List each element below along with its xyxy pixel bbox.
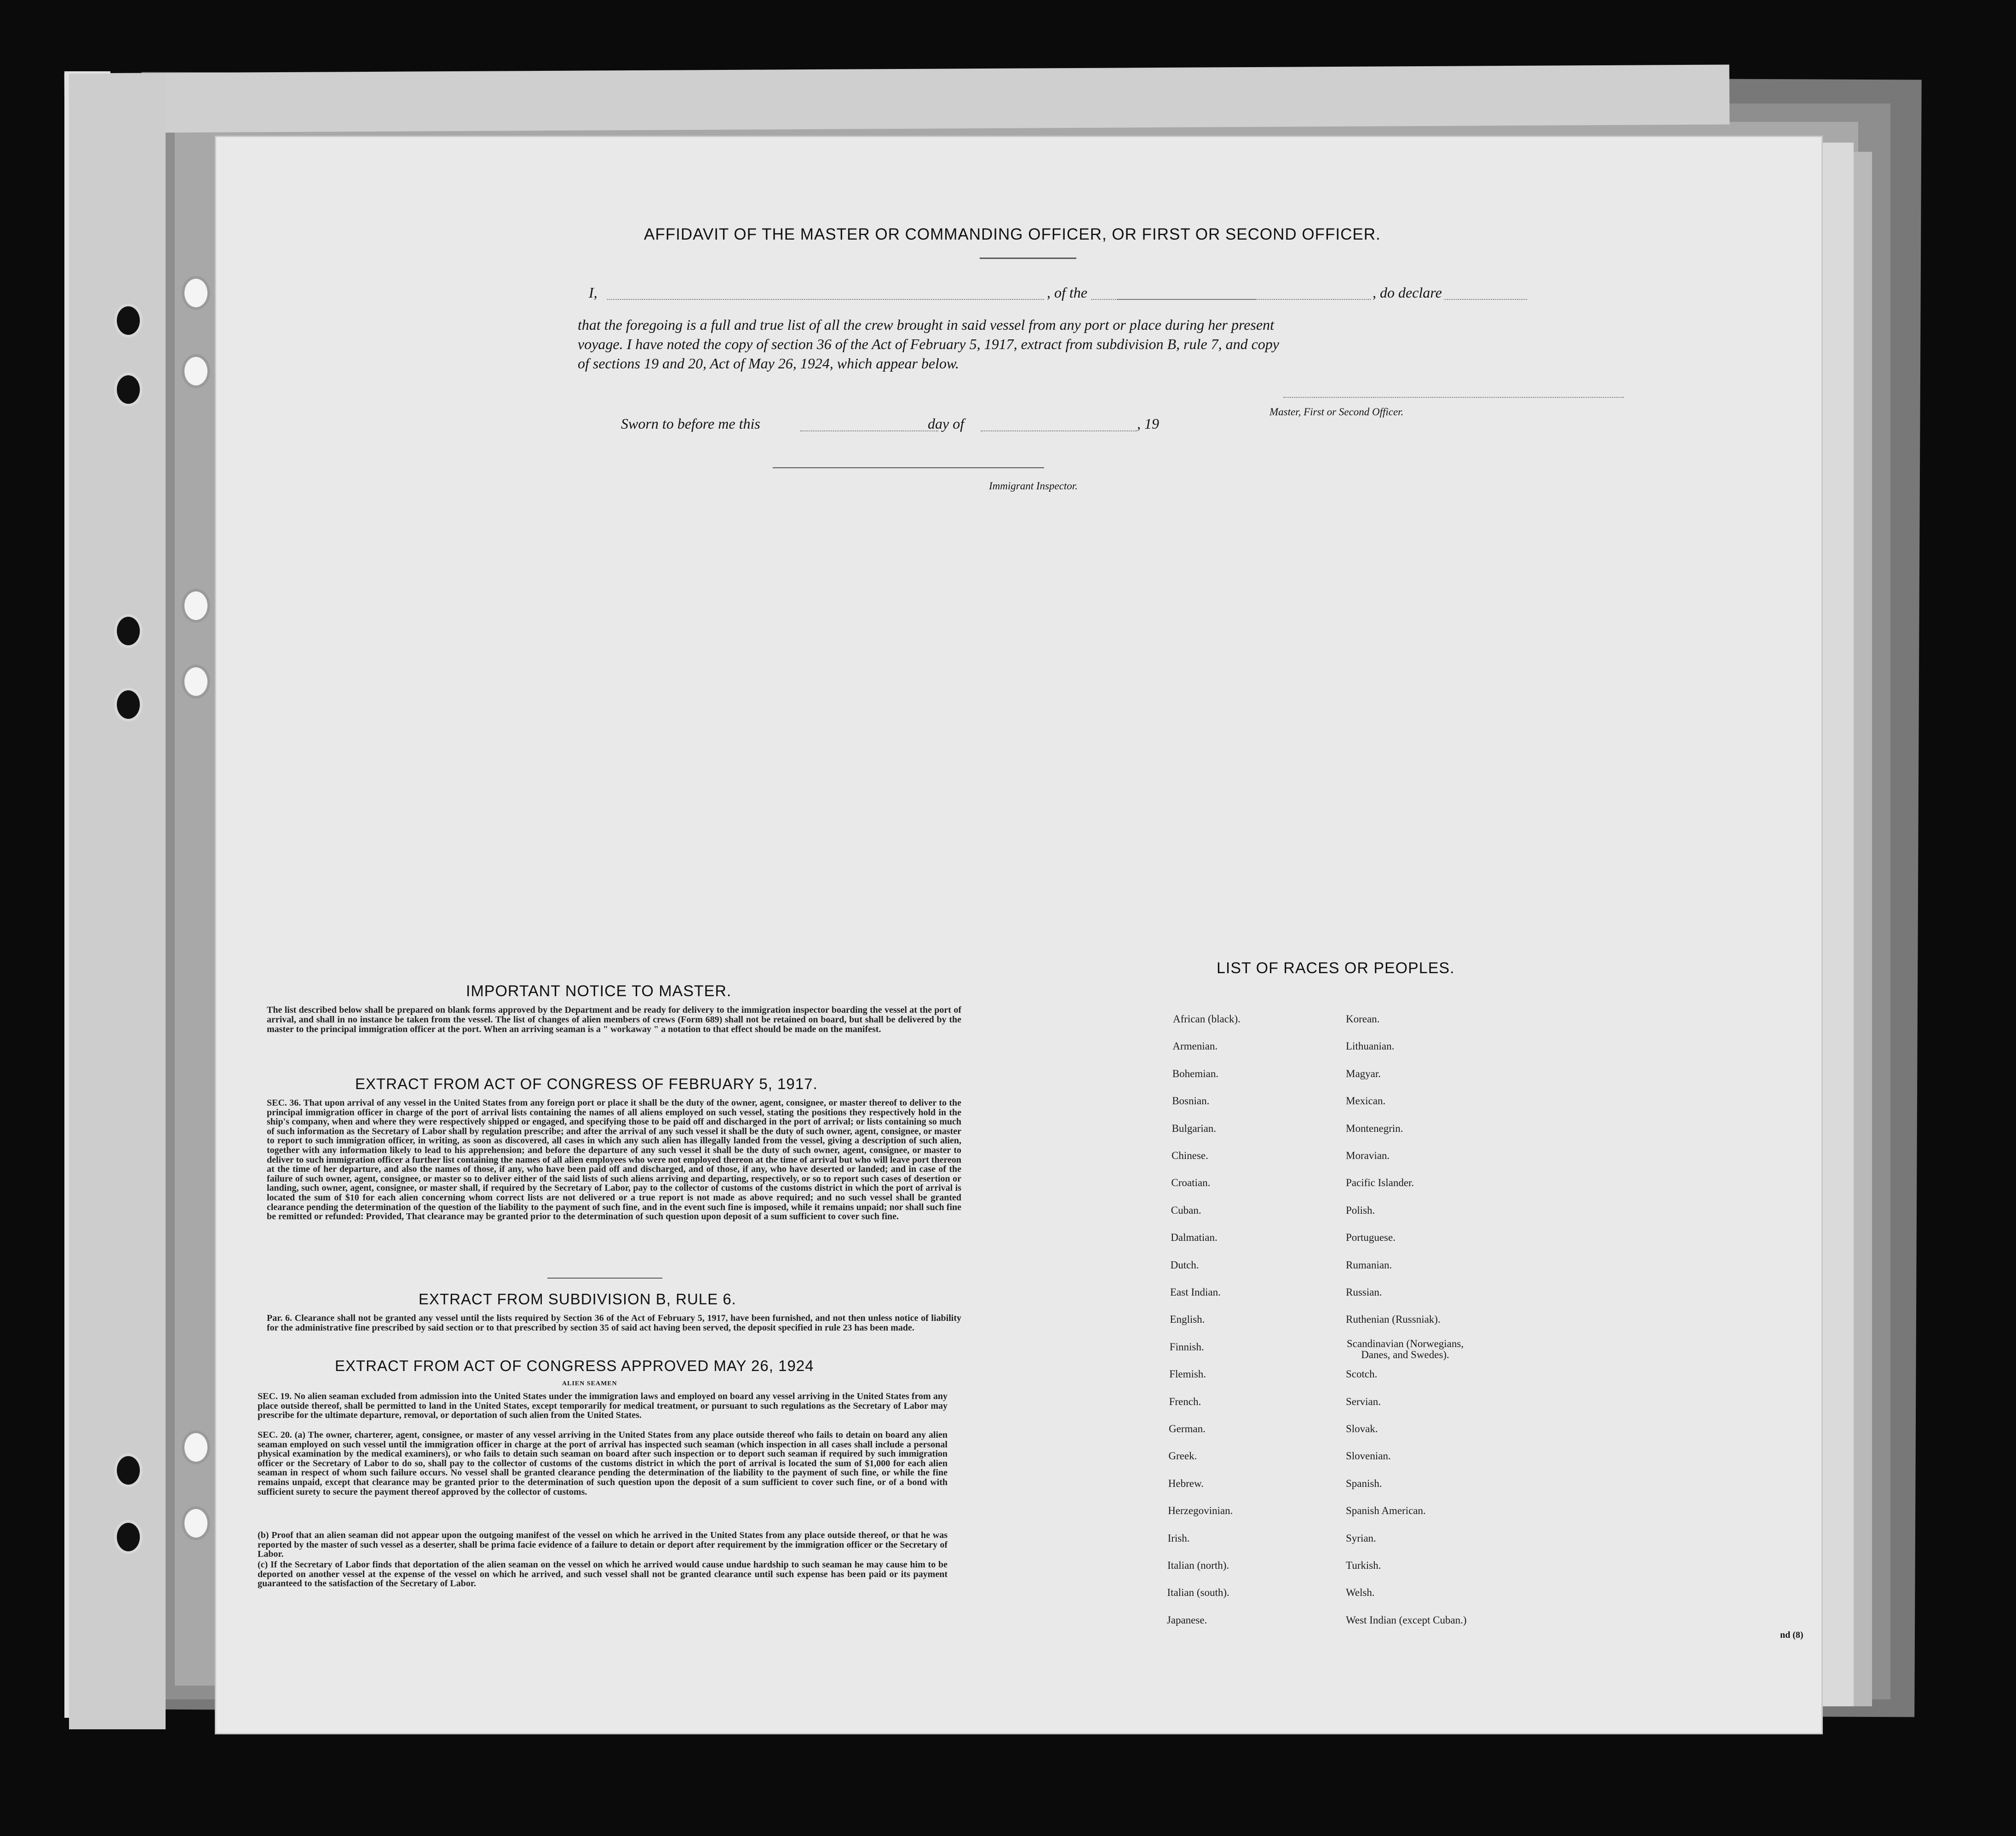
race-item-right: Spanish. bbox=[1346, 1477, 1382, 1489]
race-item-left: Bohemian. bbox=[1172, 1067, 1219, 1079]
race-item-right: Korean. bbox=[1346, 1013, 1380, 1025]
extract-1924-sec20c: (c) If the Secretary of Labor finds that deportation of the alien seaman on the vessel on which he arrived would cause undue hardship to such seaman he may cause him to be deported on another vessel at the expense of the vessel on which he arrived, and such vessel shall not be granted clearance until such expense has been paid or its payment guaranteed to the satisfaction of the Secretary of Labor. bbox=[258, 1560, 948, 1589]
inspector-label: Immigrant Inspector. bbox=[989, 480, 1078, 492]
race-item-left: Greek. bbox=[1168, 1450, 1197, 1462]
race-item-left: French. bbox=[1169, 1395, 1201, 1407]
race-item-left: Hebrew. bbox=[1168, 1477, 1204, 1489]
race-item-left: Finnish. bbox=[1169, 1341, 1204, 1353]
section-divider bbox=[547, 1278, 662, 1279]
race-item-right: Scandinavian (Norwegians, Danes, and Swedes). bbox=[1346, 1337, 1464, 1360]
extract-1917-title: EXTRACT FROM ACT OF CONGRESS OF FEBRUARY 5, 1917. bbox=[355, 1075, 818, 1092]
extract-1924-title: EXTRACT FROM ACT OF CONGRESS APPROVED MAY 26, 1924 bbox=[335, 1357, 814, 1374]
race-item-right: Scotch. bbox=[1346, 1368, 1378, 1380]
race-item-left: German. bbox=[1169, 1423, 1206, 1434]
vessel-blank bbox=[1118, 299, 1527, 300]
race-item-right: Russian. bbox=[1346, 1286, 1382, 1298]
race-item-left: Irish. bbox=[1167, 1532, 1190, 1544]
race-item-right: Slovak. bbox=[1346, 1423, 1378, 1434]
race-item-right: Ruthenian (Russniak). bbox=[1346, 1314, 1441, 1325]
race-item-right: Polish. bbox=[1346, 1204, 1375, 1216]
extract-1924-sec20b: (b) Proof that an alien seaman did not appear upon the outgoing manifest of the vessel on which he arrived in the United States from any place outside thereof, or that he was reported by the master of such vessel as a deserter, shall be prima facie evidence of a failure to detain or deport after requirement by the immigration officer or the Secretary of Labor. bbox=[258, 1530, 948, 1560]
inspector-signature-line bbox=[773, 467, 1044, 468]
punch-hole bbox=[182, 1506, 210, 1540]
race-item-left: Italian (north). bbox=[1167, 1560, 1229, 1571]
punch-hole bbox=[182, 665, 210, 699]
race-item-right: Lithuanian. bbox=[1346, 1040, 1395, 1052]
race-item-left: Dalmatian. bbox=[1171, 1232, 1218, 1244]
race-item-right: Rumanian. bbox=[1346, 1259, 1392, 1271]
punch-hole bbox=[182, 589, 210, 623]
extract-rule6-title: EXTRACT FROM SUBDIVISION B, RULE 6. bbox=[419, 1291, 736, 1308]
affidavit-form-sheet bbox=[216, 137, 1821, 1733]
day-blank bbox=[800, 430, 938, 431]
race-item-left: Japanese. bbox=[1166, 1614, 1207, 1626]
race-item-left: African (black). bbox=[1173, 1013, 1241, 1025]
punch-hole bbox=[182, 276, 210, 310]
notice-text: The list described below shall be prepared on blank forms approved by the Department and be ready for delivery to the immigration inspector boarding the vessel at the port of arrival, and shall in no instance be taken from the vessel. The list of changes of alien members of crews (Form 689) shall not be retained on board, but shall be delivered by the master to the principal immigration officer at the port. When an arriving seaman is a " workaway " a notation to that effect should be made on the manifest. bbox=[267, 1005, 961, 1034]
signature-blank bbox=[1283, 397, 1624, 398]
race-item-left: Chinese. bbox=[1172, 1150, 1208, 1161]
affidavit-do-declare: , do declare bbox=[1371, 284, 1444, 301]
race-item-right: Pacific Islander. bbox=[1346, 1177, 1414, 1189]
race-item-right: Portuguese. bbox=[1346, 1232, 1396, 1244]
punch-hole bbox=[114, 688, 143, 722]
signer-label: Master, First or Second Officer. bbox=[1269, 406, 1404, 418]
affidavit-i: I, bbox=[589, 284, 597, 301]
race-item-right: Spanish American. bbox=[1346, 1505, 1426, 1517]
title-underline bbox=[980, 258, 1076, 259]
punch-hole bbox=[114, 1520, 143, 1554]
race-item-left: Flemish. bbox=[1169, 1368, 1206, 1380]
race-item-right: Syrian. bbox=[1346, 1532, 1376, 1544]
extract-1924-sec20a: SEC. 20. (a) The owner, charterer, agent, consignee, or master of any vessel arriving in the United States from any place outside thereof who fails to detain on board any alien seaman employed on such vessel until the immigration officer in charge at the port of arrival has inspected such seaman (which inspection in all cases shall include a personal physical examination by the medical examiners), or who fails to detain such seaman on board after such inspection or to deport such seaman if required by such immigration officer or the Secretary of Labor to do so, shall pay to the collector of customs of the customs district in which the port of arrival is located the sum of $1,000 for each alien seaman in respect of whom such failure occurs. No vessel shall be granted clearance pending the determination of the liability to the payment of such fine, or while the fine remains unpaid, except that clearance may be granted prior to the determination of such question upon the deposit of a sum sufficient to cover such fine, or of a bond with sufficient surety to secure the payment thereof approved by the collector of customs. bbox=[258, 1430, 948, 1497]
race-item-right: Servian. bbox=[1346, 1395, 1381, 1407]
race-item-right: West Indian (except Cuban.) bbox=[1346, 1614, 1467, 1626]
race-item-right: Mexican. bbox=[1346, 1095, 1386, 1107]
affidavit-of-the: , of the bbox=[1044, 284, 1090, 301]
race-item-right: Moravian. bbox=[1346, 1150, 1390, 1161]
year-text: , 19 bbox=[1137, 415, 1159, 432]
race-item-right: Slovenian. bbox=[1346, 1450, 1391, 1462]
top-sheet-edge bbox=[64, 65, 1730, 133]
extract-1917-text: SEC. 36. That upon arrival of any vessel in the United States from any foreign port or place it shall be the duty of the owner, agent, consignee, or master thereof to deliver to the principal immigration officer in charge of the port of arrival lists containing the names of all aliens employed on such vessel, stating the positions they respectively hold in the ship's company, when and where they were respectively shipped or engaged, and specifying those to be paid off and discharged in the port of arrival; or lists containing so much of such information as the Secretary of Labor shall by regulation prescribe; and after the arrival of any such vessel it shall be the duty of such owner, agent, consignee, or master to report to such immigration officer, in writing, as soon as discovered, all cases in which any such alien has illegally landed from the vessel, giving a description of such alien, together with any information likely to lead to his apprehension; and before the departure of any such vessel it shall be the duty of such owner, agent, consignee, or master to deliver to such immigration officer a further list containing the names of all alien employees who were not employed thereon at the time of arrival but who will leave port thereon at the time of her departure, and also the names of those, if any, who have been paid off and discharged, and of those, if any, who have deserted or landed; and in case of the failure of such owner, agent, consignee, or master so to deliver either of the said lists of such aliens arriving and departing, respectively, or so to report such cases of desertion or landing, such owner, agent, consignee, or master shall, if required by the Secretary of Labor, pay to the collector of customs of the customs district in which the port of arrival is located the sum of $10 for each alien concerning whom correct lists are not delivered or a true report is not made as above required; and no such vessel shall be granted clearance pending the determination of the question of the liability to the payment of such fine, and in the event such fine is imposed, while it remains unpaid; nor shall such fine be remitted or refunded: Provided, That clearance may be granted prior to the determination of such question upon deposit of a sum sufficient to cover such fine. bbox=[267, 1098, 961, 1222]
punch-hole bbox=[182, 1430, 210, 1464]
punch-hole bbox=[182, 354, 210, 388]
affidavit-title: AFFIDAVIT OF THE MASTER OR COMMANDING OFFICER, OR FIRST OR SECOND OFFICER. bbox=[644, 225, 1381, 243]
day-of-text: day of bbox=[928, 415, 965, 432]
race-item-left: Italian (south). bbox=[1167, 1587, 1229, 1599]
affidavit-line-4: of sections 19 and 20, Act of May 26, 1924, which appear below. bbox=[578, 355, 959, 372]
affidavit-line-2: that the foregoing is a full and true list of all the crew brought in said vessel from any port or place during her present bbox=[578, 316, 1274, 333]
race-item-right: Montenegrin. bbox=[1346, 1122, 1403, 1134]
affidavit-line-3: voyage. I have noted the copy of section 36 of the Act of February 5, 1917, extract from subdivision B, rule 7, and copy bbox=[578, 336, 1279, 352]
month-blank bbox=[981, 430, 1137, 431]
punch-hole bbox=[114, 1453, 143, 1487]
race-item-left: East Indian. bbox=[1170, 1286, 1221, 1298]
extract-rule6-text: Par. 6. Clearance shall not be granted any vessel until the lists required by Section 36 of the Act of February 5, 1917, have been furnished, and not then unless notice of liability for the administrative fine prescribed by said section or to that prescribed by section 35 of said act having been served, the deposit specified in rule 23 has been made. bbox=[267, 1313, 961, 1333]
race-item-left: Armenian. bbox=[1172, 1040, 1218, 1052]
race-item-left: Bosnian. bbox=[1172, 1095, 1210, 1107]
race-item-right: Turkish. bbox=[1346, 1560, 1381, 1571]
race-item-right: Welsh. bbox=[1346, 1587, 1375, 1599]
race-item-left: Dutch. bbox=[1170, 1259, 1199, 1271]
race-item-right: Magyar. bbox=[1346, 1067, 1381, 1079]
races-title: LIST OF RACES OR PEOPLES. bbox=[1217, 959, 1455, 977]
race-item-left: Bulgarian. bbox=[1172, 1122, 1217, 1134]
punch-hole bbox=[114, 373, 143, 407]
race-item-left: Cuban. bbox=[1171, 1204, 1201, 1216]
extract-1924-subtitle: ALIEN SEAMEN bbox=[562, 1380, 617, 1387]
punch-hole bbox=[114, 614, 143, 648]
extract-1924-sec19: SEC. 19. No alien seaman excluded from admission into the United States under the immigration laws and employed on board any vessel arriving in the United States from any place outside thereof, shall be permitted to land in the United States, except temporarily for medical treatment, or pursuant to such regulations as the Secretary of Labor may prescribe for the ultimate departure, removal, or deportation of such alien from the United States. bbox=[258, 1391, 948, 1421]
edge-form-mark: nd (8) bbox=[1780, 1630, 1803, 1640]
race-item-left: English. bbox=[1170, 1314, 1205, 1325]
sworn-text: Sworn to before me this bbox=[621, 415, 760, 432]
punch-hole bbox=[114, 304, 143, 338]
race-item-left: Croatian. bbox=[1171, 1177, 1211, 1189]
race-item-left: Herzegovinian. bbox=[1168, 1505, 1233, 1517]
notice-title: IMPORTANT NOTICE TO MASTER. bbox=[466, 982, 732, 1000]
